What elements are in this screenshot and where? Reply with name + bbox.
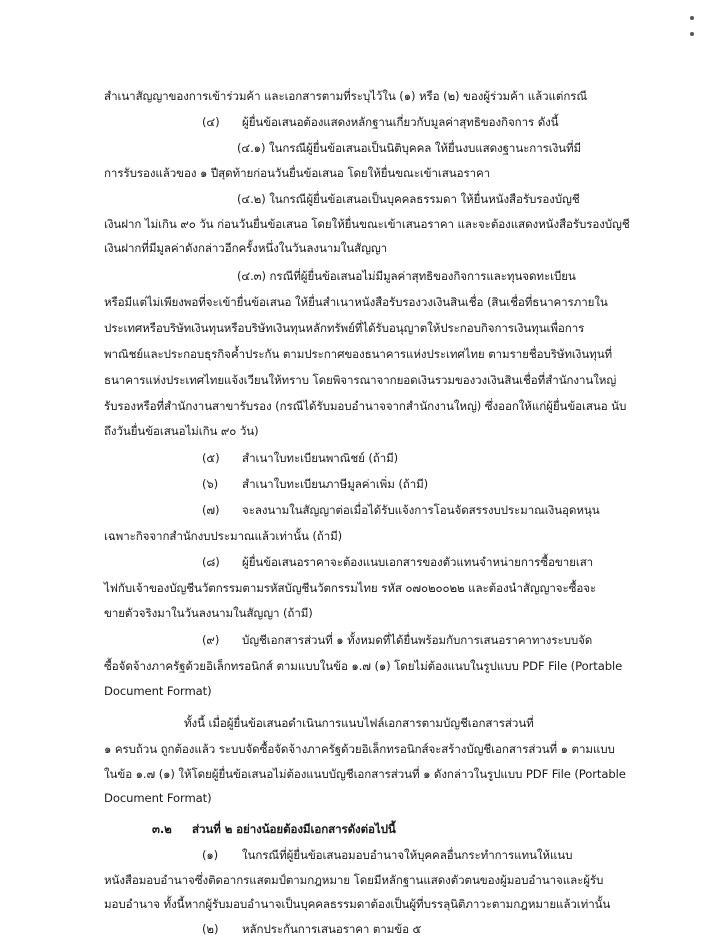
text-line: บัญชีเอกสารส่วนที่ ๑ ทั้งหมดที่ได้ยื่นพร้อมกับการเสนอราคาทางระบบจัด [242,633,593,647]
item-number: (๘) [202,555,220,569]
text-line: ธนาคารแห่งประเทศไทยแจ้งเวียนให้ทราบ โดยพิจารณาจากยอดเงินรวมของวงเงินสินเชื่อที่สำนักงานใหญ่ [104,373,617,387]
item-4 [202,114,559,130]
item-7 [202,502,600,518]
text-line: เงินฝาก ไม่เกิน ๙๐ วัน ก่อนวันยื่นข้อเสนอ โดยให้ยื่นขณะเข้าเสนอราคา และจะต้องแสดงหนังสือรับรองบัญชี [104,217,630,231]
item-number: (๕) [202,451,220,465]
section-heading [152,821,396,837]
text-line: ผู้ยื่นข้อเสนอราคาจะต้องแนบเอกสารของตัวแทนจำหน่ายการซื้อขายเสา [242,555,594,569]
item-9 [202,632,592,648]
text-line: มอบอำนาจ ทั้งนี้หากผู้รับมอบอำนาจเป็นบุคคลธรรมดาต้องเป็นผู้ที่บรรลุนิติภาวะตามกฎหมายแล้วเท่านั้น [104,897,611,911]
item-number: (๒) [202,922,219,936]
text-line: ซื้อจัดจ้างภาครัฐด้วยอิเล็กทรอนิกส์ ตามแบบในข้อ ๑.๗ (๑) โดยไม่ต้องแนบในรูปแบบ PDF File (Portable [104,659,623,673]
item-number: (๑) [202,848,219,862]
text-line: เงินฝากที่มีมูลค่าดังกล่าวอีกครั้งหนึ่งในวันลงนามในสัญญา [104,241,388,255]
text-line: ผู้ยื่นข้อเสนอต้องแสดงหลักฐานเกี่ยวกับมูลค่าสุทธิของกิจการ ดังนี้ [242,115,559,129]
item-number: (๗) [202,503,220,517]
scan-dot [690,16,694,20]
item-number: (๙) [202,633,220,647]
item-number: (๔) [202,115,220,129]
text-line: พาณิชย์และประกอบธุรกิจค้ำประกัน ตามประกาศของธนาคารแห่งประเทศไทย ตามรายชื่อบริษัทเงินทุนที่ [104,347,613,361]
text-line: ในกรณีที่ผู้ยื่นข้อเสนอมอบอำนาจให้บุคคลอื่นกระทำการแทนให้แนบ [242,848,573,862]
text-line: ประเทศหรือบริษัทเงินทุนหรือบริษัทเงินทุนหลักทรัพย์ที่ได้รับอนุญาตให้ประกอบกิจการเงินทุนเพื่อการ [104,321,585,335]
item-5 [202,450,398,466]
scan-dot [690,32,694,36]
text-line: Document Format) [104,684,212,698]
text-line: ถึงวันยื่นข้อเสนอไม่เกิน ๙๐ วัน) [104,424,259,438]
text-line: เฉพาะกิจจากสำนักงบประมาณแล้วเท่านั้น (ถ้ามี) [104,529,343,543]
text-line: (๔.๓) กรณีที่ผู้ยื่นข้อเสนอไม่มีมูลค่าสุทธิของกิจการและทุนจดทะเบียน [237,269,576,283]
text-line: ไฟกับเจ้าของบัญชีนวัตกรรมตามรหัสบัญชีนวัตกรรมไทย รหัส ๐๗๐๒๐๐๒๒ และต้องนำสัญญาจะซื้อจะ [104,581,597,595]
text-line: จะลงนามในสัญญาต่อเมื่อได้รับแจ้งการโอนจัดสรรงบประมาณเงินอุดหนุน [242,503,600,517]
section-title: ส่วนที่ ๒ อย่างน้อยต้องมีเอกสารดังต่อไปนี้ [192,822,396,836]
item-8 [202,554,593,570]
text-line: หลักประกันการเสนอราคา ตามข้อ ๕ [242,922,422,936]
text-line: หนังสือมอบอำนาจซึ่งติดอากรแสตมป์ตามกฎหมาย โดยมีหลักฐานแสดงตัวตนของผู้มอบอำนาจและผู้รับ [104,873,604,887]
text-line: Document Format) [104,791,212,805]
item-2 [202,921,421,937]
item-6 [202,476,428,492]
text-line: ขายตัวจริงมาในวันลงนามในสัญญา (ถ้ามี) [104,606,313,620]
text-line: ในข้อ ๑.๗ (๑) ให้โดยผู้ยื่นข้อเสนอไม่ต้องแนบบัญชีเอกสารส่วนที่ ๑ ดังกล่าวในรูปแบบ PDF File (Portable [104,767,626,781]
text-line: สำเนาสัญญาของการเข้าร่วมค้า และเอกสารตามที่ระบุไว้ใน (๑) หรือ (๒) ของผู้ร่วมค้า แล้วแต่กรณี [104,89,588,103]
item-1 [202,847,572,863]
text-line: (๔.๒) ในกรณีผู้ยื่นข้อเสนอเป็นบุคคลธรรมดา ให้ยื่นหนังสือรับรองบัญชี [237,192,580,206]
section-number: ๓.๒ [152,822,172,836]
text-line: ๑ ครบถ้วน ถูกต้องแล้ว ระบบจัดซื้อจัดจ้างภาครัฐด้วยอิเล็กทรอนิกส์จะสร้างบัญชีเอกสารส่วนที่ ๑ ตามแบบ [104,742,615,756]
text-line: สำเนาใบทะเบียนภาษีมูลค่าเพิ่ม (ถ้ามี) [242,477,429,491]
text-line: หรือมีแต่ไม่เพียงพอที่จะเข้ายื่นข้อเสนอ ให้ยื่นสำเนาหนังสือรับรองวงเงินสินเชื่อ (สินเชื่อที่ธนาคารภายใน [104,295,608,309]
text-line: ทั้งนี้ เมื่อผู้ยื่นข้อเสนอดำเนินการแนบไฟล์เอกสารตามบัญชีเอกสารส่วนที่ [184,716,534,730]
text-line: (๔.๑) ในกรณีผู้ยื่นข้อเสนอเป็นนิติบุคคล ให้ยื่นงบแสดงฐานะการเงินที่มี [237,141,582,155]
text-line: การรับรองแล้วของ ๑ ปีสุดท้ายก่อนวันยื่นข้อเสนอ โดยให้ยื่นขณะเข้าเสนอราคา [104,166,491,180]
item-number: (๖) [202,477,219,491]
text-line: สำเนาใบทะเบียนพาณิชย์ (ถ้ามี) [242,451,399,465]
text-line: รับรองหรือที่สำนักงานสาขารับรอง (กรณีได้รับมอบอำนาจจากสำนักงานใหญ่) ซึ่งออกให้แก่ผู้ยื่นข้อเสนอ นับ [104,399,627,413]
